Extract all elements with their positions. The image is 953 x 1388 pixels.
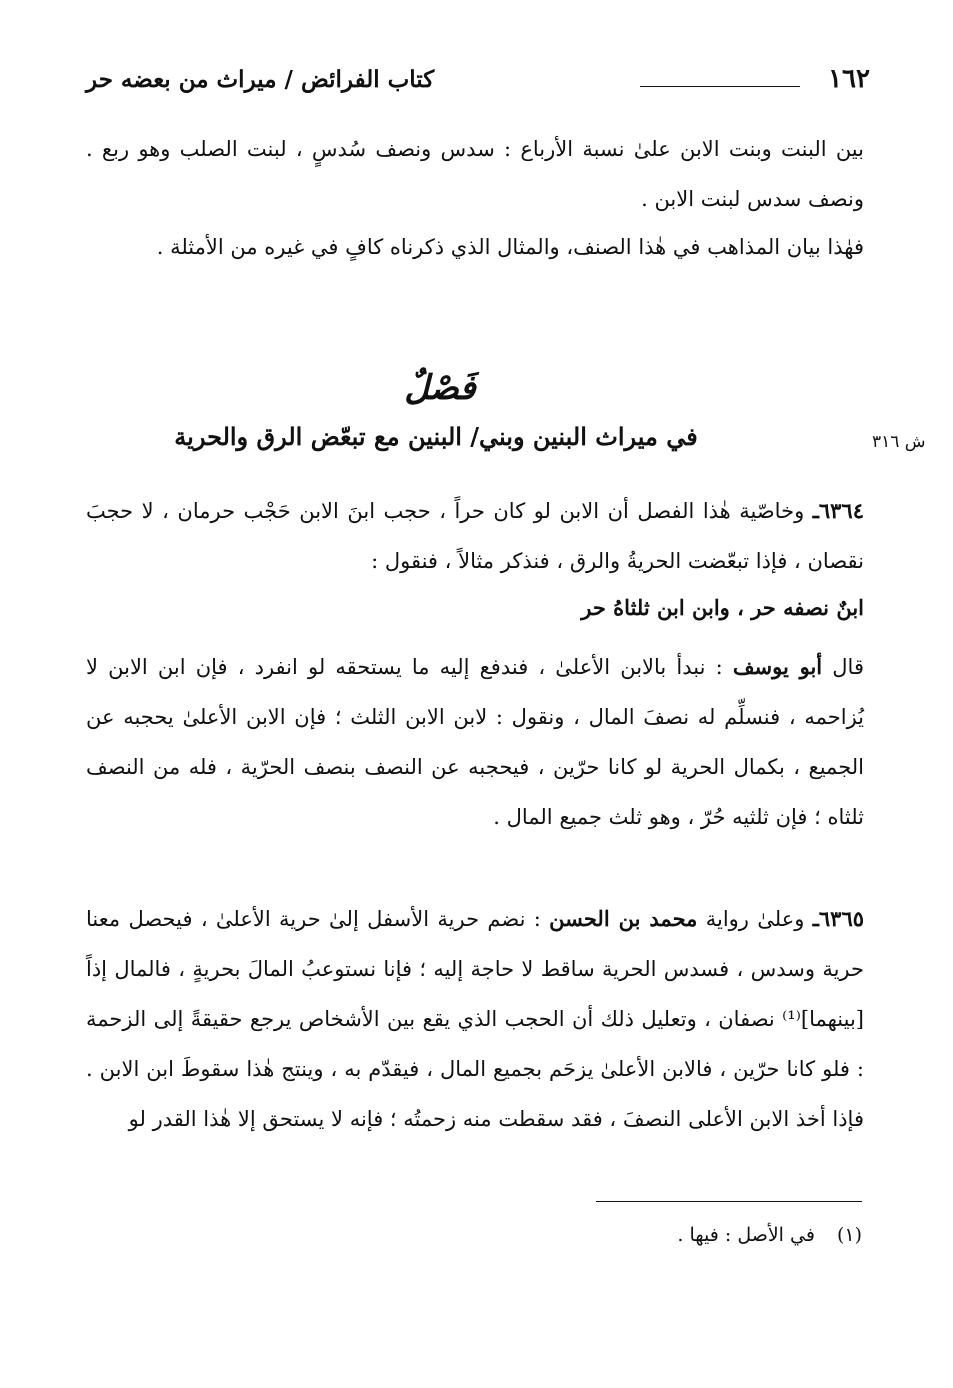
running-header — [86, 64, 870, 108]
paragraph-continuation: بين البنت وبنت الابن علىٰ نسبة الأرباع : سدس ونصف سُدسٍ ، لبنت الصلب وهو ربع . ونصف سدس لبنت الابن . — [86, 137, 864, 211]
example-heading: ابنٌ نصفه حر ، وابن ابن ثلثاهُ حر — [581, 595, 864, 620]
section-title: في ميراث البنين وبني/ البنين مع تبعّض الرق والحرية — [174, 422, 698, 451]
page-number: ١٦٢ — [828, 64, 870, 94]
paragraph-summary: فهٰذا بيان المذاهب في هٰذا الصنف، والمثال الذي ذكرناه كافٍ في غيره من الأمثلة . — [156, 235, 864, 259]
scholar-name: محمد بن الحسن — [549, 906, 698, 931]
paragraph-6364 — [86, 486, 864, 586]
paragraph-number: ٦٣٦٤ـ — [812, 498, 864, 523]
paragraph-lead: قال — [822, 655, 864, 679]
footnote-rule — [596, 1201, 862, 1202]
paragraph-lead: وعلىٰ رواية — [697, 907, 813, 931]
footnote — [86, 1224, 862, 1246]
scholar-name: أبو يوسف — [732, 654, 823, 679]
paragraph-6365 — [86, 894, 864, 1144]
header-rule — [640, 86, 800, 87]
paragraph-abu-yusuf — [86, 642, 864, 842]
margin-note: ش ٣١٦ — [872, 432, 926, 452]
footnote-number: (١) — [836, 1224, 862, 1246]
fasl-heading: فَصْلٌ — [404, 368, 476, 408]
paragraph-text: : نبدأ بالابن الأعلىٰ ، فندفع إليه ما يستحقه لو انفرد ، فإن ابن الابن لا يُزاحمه ، فنسلِّم له نصفَ المال ، ونقول : لابن الابن الثلث ؛ فإن الابن الأعلىٰ يحجبه عن الجميع ، بكمال الحرية لو كانا حرّين ، فيحجبه عن النصف بنصف الحرّية ، فله من النصف ثلثاه ؛ فإن ثلثيه حُرّ ، وهو ثلث جميع المال . — [86, 655, 864, 829]
running-title: كتاب الفرائض / ميراث من بعضه حر — [86, 66, 435, 93]
footnote-text: في الأصل : فيها . — [677, 1224, 815, 1246]
fasl-ornament — [380, 350, 500, 420]
paragraph-text: وخاصّية هٰذا الفصل أن الابن لو كان حراً ، حجب ابنَ الابن حَجْب حرمان ، لا حجبَ نقصان ، فإذا تبعّضت الحريةُ والرق ، فنذكر مثالاً ، فنقول : — [86, 499, 864, 573]
paragraph-text: : نضم حرية الأسفل إلىٰ حرية الأعلىٰ ، فيحصل معنا حرية وسدس ، فسدس الحرية ساقط لا حاجة إليه ؛ فإنا نستوعبُ المالَ بحريةٍ ، فالمال إذاً [بينهما]⁽¹⁾ نصفان ، وتعليل ذلك أن الحجب الذي يقع بين الأشخاص يرجع حقيقةً إلى الزحمة : فلو كانا حرّين ، فالابن الأعلىٰ يزحَم بجميع المال ، فيقدّم به ، وينتج هٰذا سقوطَ ابن الابن . فإذا أخذ الابن الأعلى النصفَ ، فقد سقطت منه زحمتُه ؛ فإنه لا يستحق إلا هٰذا القدر لو — [86, 907, 864, 1131]
paragraph-number: ٦٣٦٥ـ — [812, 906, 865, 931]
